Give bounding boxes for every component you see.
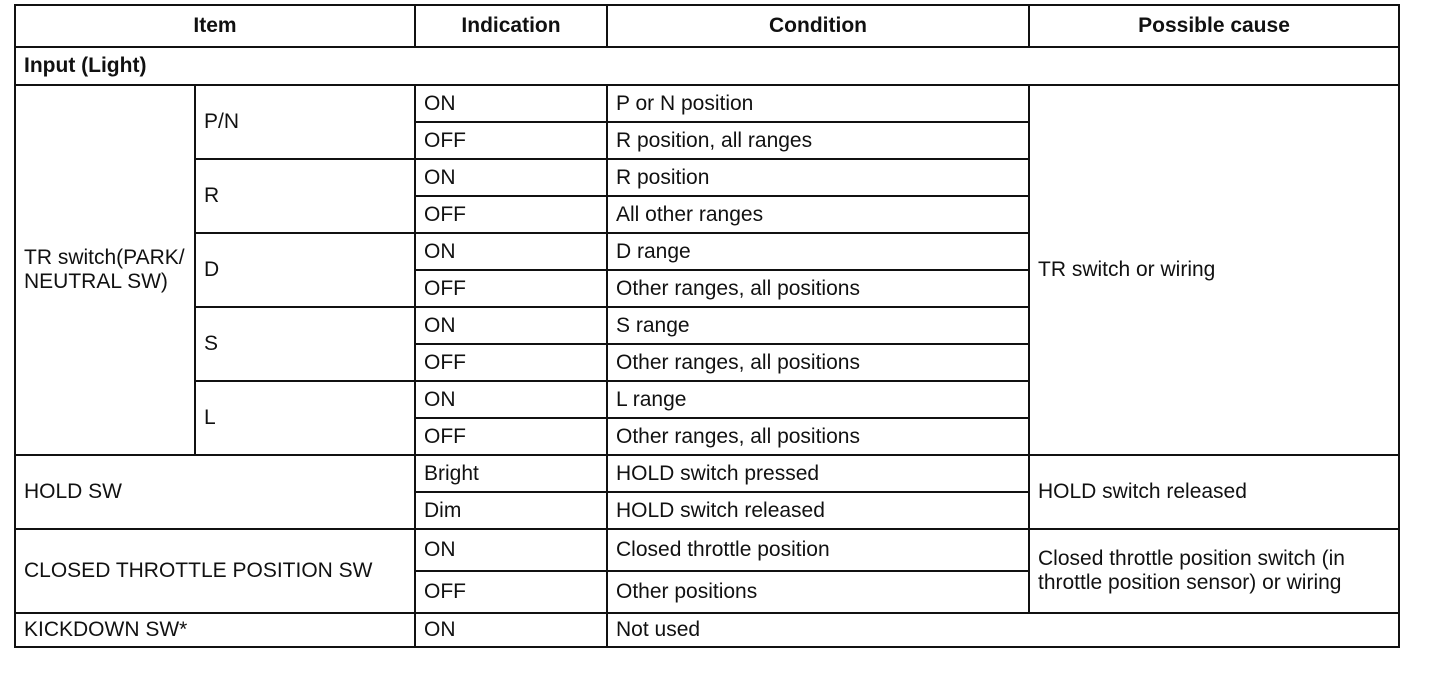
- closed-throttle-cause: Closed throttle position switch (in throttle position sensor) or wiring: [1029, 529, 1399, 613]
- indication-cell: ON: [415, 613, 607, 647]
- diagnosis-table-sheet: [14, 4, 1398, 648]
- indication-cell: ON: [415, 381, 607, 418]
- condition-cell: Other ranges, all positions: [607, 270, 1029, 307]
- table-row: [15, 85, 1399, 122]
- tr-group-name: P/N: [195, 85, 415, 159]
- indication-cell: OFF: [415, 196, 607, 233]
- indication-cell: ON: [415, 85, 607, 122]
- condition-cell: P or N position: [607, 85, 1029, 122]
- condition-cell: Other positions: [607, 571, 1029, 613]
- condition-cell: Not used: [607, 613, 1399, 647]
- condition-cell: D range: [607, 233, 1029, 270]
- input-diagnosis-table: [14, 4, 1400, 648]
- tr-group-name: L: [195, 381, 415, 455]
- indication-cell: OFF: [415, 344, 607, 381]
- condition-cell: R position, all ranges: [607, 122, 1029, 159]
- table-row: [15, 529, 1399, 571]
- indication-cell: ON: [415, 307, 607, 344]
- indication-cell: OFF: [415, 122, 607, 159]
- condition-cell: All other ranges: [607, 196, 1029, 233]
- table-row: [15, 613, 1399, 647]
- indication-cell: ON: [415, 233, 607, 270]
- closed-throttle-label: CLOSED THROTTLE POSITION SW: [15, 529, 415, 613]
- section-input-light: Input (Light): [15, 47, 1399, 85]
- indication-cell: OFF: [415, 270, 607, 307]
- kickdown-label: KICKDOWN SW*: [15, 613, 415, 647]
- condition-cell: L range: [607, 381, 1029, 418]
- indication-cell: Dim: [415, 492, 607, 529]
- tr-group-name: R: [195, 159, 415, 233]
- header-possible-cause: Possible cause: [1029, 5, 1399, 47]
- condition-cell: Other ranges, all positions: [607, 418, 1029, 455]
- condition-cell: Other ranges, all positions: [607, 344, 1029, 381]
- tr-group-name: D: [195, 233, 415, 307]
- tr-switch-label: TR switch(PARK/ NEUTRAL SW): [15, 85, 195, 455]
- condition-cell: HOLD switch pressed: [607, 455, 1029, 492]
- condition-cell: HOLD switch released: [607, 492, 1029, 529]
- condition-cell: S range: [607, 307, 1029, 344]
- header-item: Item: [15, 5, 415, 47]
- hold-sw-cause: HOLD switch released: [1029, 455, 1399, 529]
- indication-cell: OFF: [415, 418, 607, 455]
- table-row: [15, 455, 1399, 492]
- header-indication: Indication: [415, 5, 607, 47]
- indication-cell: Bright: [415, 455, 607, 492]
- condition-cell: R position: [607, 159, 1029, 196]
- table-header-row: [15, 5, 1399, 47]
- indication-cell: ON: [415, 529, 607, 571]
- hold-sw-label: HOLD SW: [15, 455, 415, 529]
- indication-cell: OFF: [415, 571, 607, 613]
- tr-group-name: S: [195, 307, 415, 381]
- tr-switch-cause: TR switch or wiring: [1029, 85, 1399, 455]
- condition-cell: Closed throttle position: [607, 529, 1029, 571]
- section-row: [15, 47, 1399, 85]
- indication-cell: ON: [415, 159, 607, 196]
- header-condition: Condition: [607, 5, 1029, 47]
